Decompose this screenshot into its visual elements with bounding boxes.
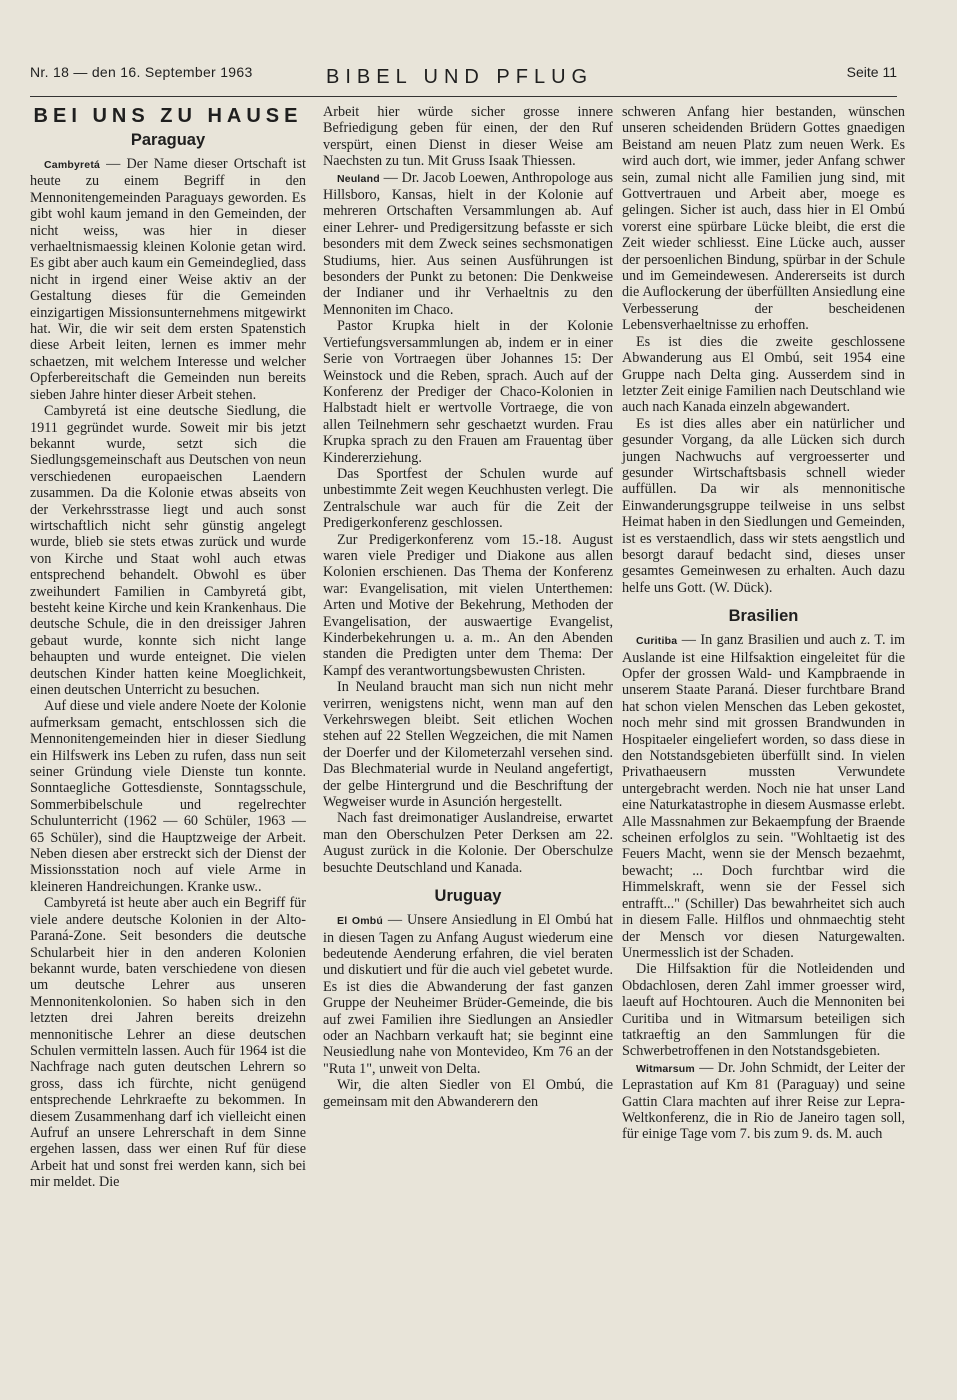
article-paragraph: Witmarsum — Dr. John Schmidt, der Leiter der Leprastation auf Km 81 (Paraguay) und seine Gattin Clara machten auf ihrer Reise zur Lepra-Weltkonferenz, die in Rio de Janeiro tagen soll, für einige Tage vom 7. bis zum 9. ds. M. auch <box>622 1059 906 1143</box>
page-header <box>30 62 897 97</box>
place-name-curitiba: Curitiba <box>636 635 678 648</box>
section-title: BEI UNS ZU HAUSE <box>33 105 303 127</box>
issue-date: Nr. 18 — den 16. September 1963 <box>30 64 253 80</box>
article-paragraph: El Ombú — Unsere Ansiedlung in El Ombú hat in diesen Tagen zu Anfang August wiederum eine bedeutende Aenderung erfahren, die viel beraten und diskutiert und für die auch viel gebetet wurde. Es ist dies die Abwanderung der fast ganzen Gruppe der Neuheimer Brüder-Gemeinde, die bis auf zwei Familien ihre Siedlungen an Ansiedler oder an Nachbarn verkauft hat; sie beginnt eine Neusiedlung nahe von Montevideo, Km 76 an der "Ruta 1", unweit von Delta. <box>323 912 614 1077</box>
place-name-neuland: Neuland <box>337 172 380 185</box>
column-3 <box>622 104 905 1143</box>
region-heading-uruguay: Uruguay <box>434 887 502 906</box>
article-paragraph: Es ist dies die zweite geschlossene Abwanderung aus El Ombú, seit 1954 eine Gruppe nach Delta ging. Ausserdem sind in letzter Zeit einige Familien nach Deutschland wie auch nach Kanada einzeln abgewandert. <box>622 333 905 416</box>
article-paragraph: Das Sportfest der Schulen wurde auf unbestimmte Zeit wegen Keuchhusten verlegt. Die Zentralschule war auch für die Zeit der Predigerkonferenz geschlossen. <box>323 465 613 532</box>
place-name-witmarsum: Witmarsum <box>636 1062 695 1075</box>
article-paragraph: Die Hilfsaktion für die Notleidenden und Obdachlosen, deren Zahl immer groesser wird, laeuft auf Hochtouren. Auch die Mennoniten bei Curitiba und in Witmarsum beteiligen sich tatkraeftig an den Sammlungen für die Schwerbetroffenen in den Notstandsgebieten. <box>622 961 905 1060</box>
article-paragraph: Cambyretá ist heute aber auch ein Begriff für viele andere deutsche Kolonien in der Alto-Paraná-Zone. Seit besonders die deutsche Schularbeit hier in den anderen Kolonien bekannt wurde, baten verschiedene von diesen um deutsche Lehrer aus unseren Mennonitenkolonien. So haben sich in den letzten drei Jahren bereits dreizehn mennonitische Lehrer an diese deutschen Schulen vermitteln lassen. Auch für 1964 ist die Nachfrage nach guten deutschen Lehrern so gross, dass ich fürchte, nicht genügend entsprechende Lehrkraefte zu bekommen. In diesem Zusammenhang darf ich vielleicht einen Aufruf an unsere Lehrerschaft in dem Sinne ergehen lassen, dass wer einen Ruf für diese Arbeit hat und sonst frei werden kann, sich bei mir meldet. Die <box>30 895 306 1191</box>
article-paragraph: Cambyretá — Der Name dieser Ortschaft ist heute zu einem Begriff in den Mennonitengemeinden Paraguays geworden. Es gibt wohl kaum jemand in den Gemeinden, der nicht weiss, was hier in dieser verhaeltnismaessig kleinen Kolonie getan wird. Es gibt aber auch kaum ein Gemeindeglied, dass nicht in irgend einer Weise aktiv an der Gestaltung dieses für die Gemeinden einzigartigen Missionsunternehmens mitgewirkt hat. Wir, die wir seit dem ersten Spatenstich diese Arbeit leiten, lernen es immer mehr schaetzen, mit welchem Interesse und welcher Opferbereitschaft die Gemeinden nun bereits sieben Jahre hinter dieser Arbeit stehen. <box>30 156 306 403</box>
region-heading-paraguay: Paraguay <box>130 131 206 149</box>
article-paragraph: In Neuland braucht man sich nun nicht mehr verirren, wenigstens nicht, wenn man auf den Verkehrswegen bleibt. Seit etlichen Wochen stehen auf 22 Stellen Wegzeichen, die mit Namen der Doerfer und der Kilometerzahl versehen sind. Das Blechmaterial wurde in Neuland angefertigt, der gelbe Hintergrund und die Beschriftung der Wegweiser wurde in Asunción hergestellt. <box>323 679 613 811</box>
article-paragraph: Auf diese und viele andere Noete der Kolonie aufmerksam gemacht, entschlossen sich die Mennonitengemeinden hier in dieser Siedlung ein Hilfswerk ins Leben zu rufen, dass nun seit seiner Gründung viele Dienste tun konnte. Sonntaegliche Gottesdienste, Sonntagsschule, Sommerbibelschule und regelrechter Schulunterricht (1962 — 60 Schüler, 1963 — 65 Schüler), sind die Hauptzweige der Arbeit. Neben diesen aber erstreckt sich der Dienst der Missionsstation noch auf viele Arme in kleineren Handreichungen. Kranke usw.. <box>30 698 306 895</box>
place-name-el-ombu: El Ombú <box>337 915 383 928</box>
article-paragraph: Nach fast dreimonatiger Auslandreise, erwartet man den Oberschulzen Peter Derksen am 22. August zurück in die Kolonie. Der Oberschulze besuchte Deutschland und Kanada. <box>323 810 613 876</box>
article-paragraph: Curitiba — In ganz Brasilien und auch z. T. im Auslande ist eine Hilfsaktion eingeleitet für die Opfer der grossen Wald- und Kampbraende in unserem Staate Paraná. Dieser furchtbare Brand hat schon vielen Menschen das Leben gekostet, noch mehr sind mit grossen Brandwunden in Hospitaeler eingeliefert worden, so dass diese in den Notstandsgebieten überfüllt sind. In vielen Privathaeusern mussten Verwundete untergebracht werden. Noch nie hat unser Land eine Naturkatastrophe in diesem Ausmasse erlebt. Alle Massnahmen zur Bekaempfung der Braende scheinen erfolglos zu sein. "Wohltaetig ist des Feuers Macht, wenn sie der Mensch bezaehmt, bewacht; ... Doch furchtbar wird die Himmelskraft, wenn sie der Fessel sich entrafft..." (Schiller) Das bewahrheitet sich auch in diesem Falle. Hilflos und ohnmaechtig steht der Mensch vor diesen Naturgewalten. Unermesslich ist der Schaden. <box>622 632 906 961</box>
column-1 <box>30 104 306 1191</box>
article-paragraph: Pastor Krupka hielt in der Kolonie Vertiefungsversammlungen ab, indem er in einer Serie von Vortraegen über Johannes 15: Der Weinstock und die Reben, sprach. Auch auf der Konferenz der Prediger der Chaco-Kolonien in Halbstadt hielt er wertvolle Vortraege, die von allen Teilnehmern sehr geschaetzt wurden. Frau Krupka sprach zu den Frauen am Frauentag über Kindererziehung. <box>323 318 613 466</box>
article-paragraph: Cambyretá ist eine deutsche Siedlung, die 1911 gegründet wurde. Soweit mir bis jetzt bekannt wurde, setzt sich die Siedlungsgemeinschaft aus Deutschen von neun verschiedenen europaeischen Laendern zusammen. Da die Kolonie etwas abseits von der Verkehrsstrasse liegt und auch sonst wirtschaftlich nicht sehr günstig angelegt wurde, blieb sie stets etwas zurück und wurde von Kirche und Staat wohl auch etwas entsprechend behandelt. Obwohl es über zweihundert Familien in Cambyretá gibt, besteht keine Kirche und kein Krankenhaus. Die deutsche Schule, die in den dreissiger Jahren gebaut wurde, konnte sich nicht lange behaupten und wurde enteignet. Die vielen deutschen Kinder hatten keine Moeglichkeit, einen deutschen Unterricht zu besuchen. <box>30 403 306 698</box>
article-paragraph: Es ist dies alles aber ein natürlicher und gesunder Vorgang, da alle Lücken sich durch jungen Nachwuchs auf vergroesserter und gesunder Wirtschaftsbasis schnell wieder auffüllen. Da wir als mennonitische Einwanderungsgruppe teilweise in uns selbst Heimat haben in den Siedlungen und Gemeinden, ist es verstaendlich, dass wir stets aengstlich und besorgt darauf bedacht sind, dieses unser gesamtes Gemeinwesen zu erhalten. Auch dazu helfe uns Gott. (W. Dück). <box>622 415 905 596</box>
page-number: Seite 11 <box>846 64 897 80</box>
place-name-cambyreta: Cambyretá <box>44 159 101 171</box>
article-paragraph: Arbeit hier würde sicher grosse innere Befriedigung geben für einen, der den Ruf verspürt, einen Dienst in dieser Weise am Naechsten zu tun. Mit Gruss Isaak Thiessen. <box>323 104 613 170</box>
article-paragraph: Neuland — Dr. Jacob Loewen, Anthropologe aus Hillsboro, Kansas, hielt in der Kolonie auf mehreren Ortschaften Versammlungen ab. Auf einer Lehrer- und Predigersitzung befasste er sich besonders mit dem Zweck seines sechsmonatigen Studiums, hier. Aus seinen Ausführungen ist besonders der Punkt zu betonen: Die Denkweise der Indianer und ihr Verhaeltnis zu den Mennoniten im Chaco. <box>323 169 613 318</box>
column-2 <box>323 104 613 1110</box>
article-paragraph: schweren Anfang hier bestanden, wünschen unseren scheidenden Brüdern Gottes gnaedigen Beistand am neuen Platz zum neuen Werk. Es wird auch dort, wie immer, jeder Anfang schwer sein, zumal nicht alle Familien jung sind, mit Gottvertrauen und Arbeit aber, moege es gelingen. Sicher ist auch, dass hier in El Ombú vorerst eine spürbare Lücke bleibt, die erst die Zeit wieder schliesst. Eine Lücke auch, ausser der persoenlichen Bindung, spürbar in der Schule und im Gemeindewesen. Andererseits ist durch die Auflockerung der überfüllten Ansiedlung eine Verbesserung der bescheidenen Lebensverhaeltnisse zu erhoffen. <box>622 104 905 334</box>
region-heading-brasilien: Brasilien <box>728 607 799 626</box>
article-paragraph: Wir, die alten Siedler von El Ombú, die gemeinsam mit den Abwanderern den <box>323 1077 613 1110</box>
newspaper-title: BIBEL UND PFLUG <box>326 66 594 88</box>
article-paragraph: Zur Predigerkonferenz vom 15.-18. August waren viele Prediger und Diakone aus allen Kolonien erschienen. Das Thema der Konferenz war: Evangelisation, mit vielen Unterthemen: Arten und Motive der Bekehrung, Methoden der Evangelisation, der auswaertige Evangelist, Kinderbekehrungen u. a. m.. An den Abenden standen die Predigten unter dem Thema: Der Kampf des verantwortungsbewusten Christen. <box>323 531 613 679</box>
